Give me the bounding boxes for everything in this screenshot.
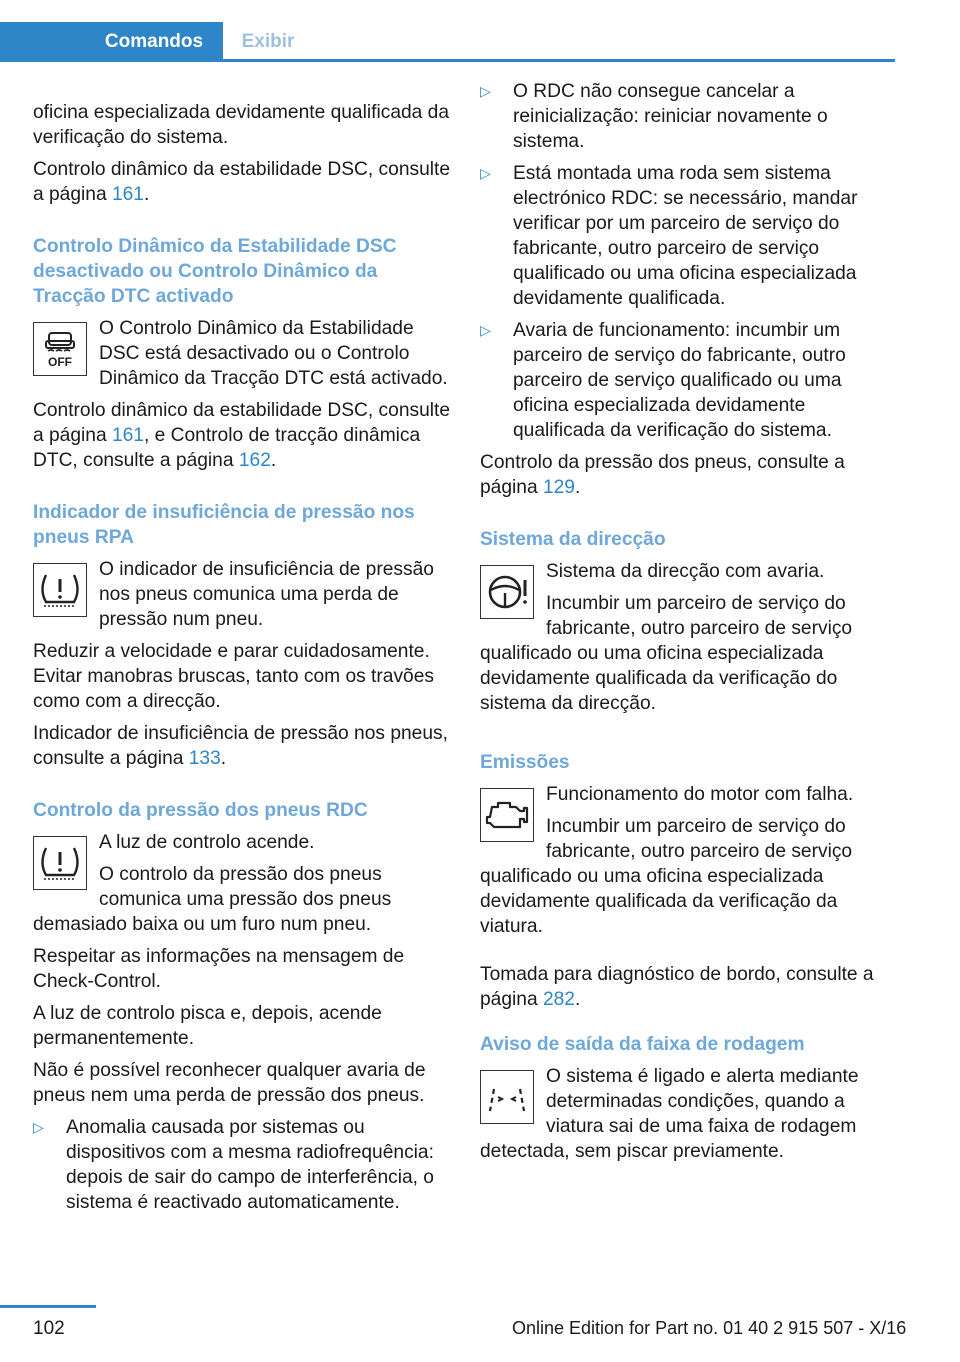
page-number: 102 <box>33 1318 65 1339</box>
steering-block <box>480 559 898 723</box>
rdc-paragraph-4: A luz de controlo pisca e, depois, acende permanentemente. <box>33 1003 382 1049</box>
bullet-text: Avaria de funcionamento: incumbir um parceiro de serviço do fabricante, outro parceiro de serviço qualificado ou uma oficina especializada devidamente qualificada da verificação do sistema. <box>513 320 846 441</box>
page-link-162[interactable]: 162 <box>238 450 271 471</box>
engine-check-icon <box>480 788 534 842</box>
ref-end: . <box>574 989 581 1010</box>
tab-bar-underline <box>0 59 895 62</box>
triangle-bullet-icon: ▷ <box>33 1119 44 1135</box>
off-label: OFF <box>48 355 72 369</box>
tab-exibir[interactable]: Exibir <box>241 31 295 52</box>
steering-heading: Sistema da direcção <box>480 529 666 550</box>
list-item <box>480 318 898 443</box>
rpa-heading: Indicador de insuficiência de pressão nos pneus RPA <box>33 502 415 548</box>
dsc-dtc-reference <box>33 398 451 473</box>
lane-departure-icon <box>480 1070 534 1124</box>
ref-text: Controlo da pressão dos pneus, consulte a página <box>480 452 845 498</box>
bullet-text: O RDC não consegue cancelar a reinicialização: reiniciar novamente o sistema. <box>513 81 828 152</box>
lane-block <box>480 1064 898 1171</box>
lane-text: O sistema é ligado e alerta mediante determinadas condições, quando a viatura sai de uma faixa de rodagem detectada, sem piscar previamente. <box>480 1066 859 1162</box>
right-column <box>480 79 898 1171</box>
triangle-bullet-icon: ▷ <box>480 83 491 99</box>
rpa-text: O indicador de insuficiência de pressão nos pneus comunica uma perda de pressão num pneu. <box>99 559 434 630</box>
emissions-text-2: Incumbir um parceiro de serviço do fabricante, outro parceiro de serviço qualificado ou uma oficina especializada devidamente qualificada da verificação da viatura. <box>480 816 853 937</box>
chapter-tab-bar <box>0 0 895 62</box>
tab-bar-lead <box>0 22 85 62</box>
page-link-282[interactable]: 282 <box>542 989 575 1010</box>
ref-text: Indicador de insuficiência de pressão nos pneus, consulte a página <box>33 723 448 769</box>
steering-text-1: Sistema da direcção com avaria. <box>546 561 825 582</box>
ref-end: . <box>220 748 227 769</box>
list-item <box>480 161 898 311</box>
dsc-off-icon <box>33 322 87 376</box>
list-item <box>33 1115 451 1215</box>
lane-heading: Aviso de saída da faixa de rodagem <box>480 1034 805 1055</box>
rdc-text-1: A luz de controlo acende. <box>99 832 315 853</box>
ref-end: . <box>270 450 277 471</box>
steering-warning-icon <box>480 565 534 619</box>
dsc-reference <box>33 157 451 207</box>
page-link-129[interactable]: 129 <box>542 477 575 498</box>
rdc-bullet-list-continued <box>480 79 898 443</box>
page-link-161[interactable]: 161 <box>111 184 144 205</box>
tab-comandos[interactable]: Comandos <box>85 22 223 62</box>
tire-pressure-warning-icon <box>33 563 87 617</box>
ref-end: . <box>143 184 150 205</box>
bullet-text: Anomalia causada por sistemas ou dispositivos com a mesma radiofrequência: depois de sair do campo de interferência, o sistema é reactivado automaticamente. <box>66 1117 434 1213</box>
rpa-instructions: Reduzir a velocidade e parar cuidadosamente. Evitar manobras bruscas, tanto com os travões como com a direcção. <box>33 641 434 712</box>
rpa-reference <box>33 721 451 771</box>
triangle-bullet-icon: ▷ <box>480 165 491 181</box>
intro-paragraph: oficina especializada devidamente qualificada da verificação do sistema. <box>33 102 450 148</box>
online-edition-label: Online Edition for Part no. 01 40 2 915 507 - X/16 <box>512 1318 907 1338</box>
triangle-bullet-icon: ▷ <box>480 322 491 338</box>
diagnostic-reference <box>480 962 898 1012</box>
emissions-text-1: Funcionamento do motor com falha. <box>546 784 854 805</box>
rdc-bullet-list <box>33 1115 451 1215</box>
rdc-heading: Controlo da pressão dos pneus RDC <box>33 800 368 821</box>
ref-text: Controlo dinâmico da estabilidade DSC, consulte a página <box>33 159 451 205</box>
rdc-block <box>33 830 451 944</box>
list-item <box>480 79 898 154</box>
rpa-block <box>33 557 451 639</box>
tire-pressure-control-icon <box>33 836 87 890</box>
page-link-161[interactable]: 161 <box>111 425 144 446</box>
bullet-text: Está montada uma roda sem sistema electrónico RDC: se necessário, mandar verificar por um parceiro de serviço do fabricante, outro parceiro de serviço qualificado ou uma oficina especializada devidamente qualificada. <box>513 163 858 309</box>
rdc-text-2: O controlo da pressão dos pneus comunica uma pressão dos pneus demasiado baixa ou um furo num pneu. <box>33 864 392 935</box>
emissions-block <box>480 782 898 946</box>
ref-end: . <box>574 477 581 498</box>
page-link-133[interactable]: 133 <box>188 748 221 769</box>
rdc-paragraph-3: Respeitar as informações na mensagem de Check-Control. <box>33 946 405 992</box>
ref-text: Tomada para diagnóstico de bordo, consulte a página <box>480 964 874 1010</box>
left-column <box>33 100 451 1222</box>
emissions-heading: Emissões <box>480 752 570 773</box>
dsc-block <box>33 316 451 398</box>
dsc-text: O Controlo Dinâmico da Estabilidade DSC está desactivado ou o Controlo Dinâmico da Tracção DTC está activado. <box>99 318 448 389</box>
steering-text-2: Incumbir um parceiro de serviço do fabricante, outro parceiro de serviço qualificado ou uma oficina especializada devidamente qualificada da verificação do sistema da direcção. <box>480 593 853 714</box>
rdc-paragraph-5: Não é possível reconhecer qualquer avaria de pneus nem uma perda de pressão dos pneus. <box>33 1060 426 1106</box>
tire-pressure-reference <box>480 450 898 500</box>
ref-text: , e Controlo de tracção dinâmica DTC, consulte a página <box>33 425 421 471</box>
ref-text: Controlo dinâmico da estabilidade DSC, consulte a página <box>33 400 451 446</box>
dsc-heading: Controlo Dinâmico da Estabilidade DSC desactivado ou Controlo Dinâmico da Tracção DTC activado <box>33 236 397 307</box>
footer-accent-line <box>0 1305 96 1308</box>
